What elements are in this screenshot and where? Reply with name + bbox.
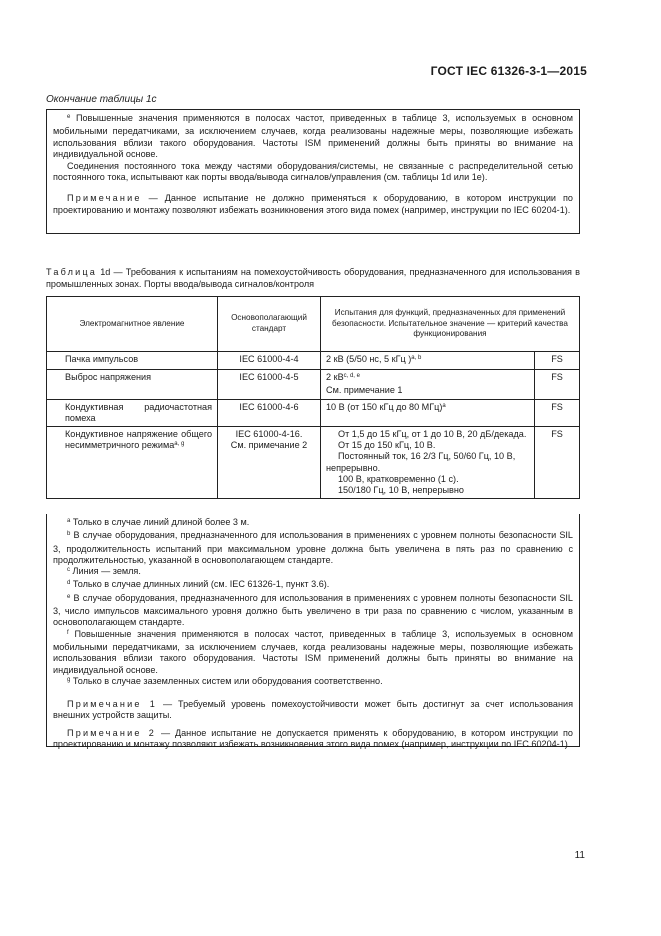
footnote-mark: b [67, 531, 71, 538]
footnote-mark: e [67, 593, 71, 600]
value-line: 2 кВ (5/50 нс, 5 кГц ) [326, 354, 412, 364]
footnote-mark: f [67, 629, 69, 636]
row-value [321, 427, 535, 499]
table-header-row [47, 297, 580, 352]
footnote-text: Линия — земля. [72, 566, 141, 577]
row-value [321, 370, 535, 399]
footnote-text: Повышенные значения применяются в полосах частот, приведенных в таблице 3, используемых в основном мобильными передатчиками, за исключением случаев, когда реализованы надежные меры, позволяющие избежать использования вблизи такого оборудования. Частоты ISM применений должны быть приняты во внимание на индивидуальной основе. [53, 628, 573, 675]
table-continuation-label: Окончание таблицы 1с [46, 94, 157, 105]
standard-note: См. примечание 2 [230, 440, 308, 451]
row-standard: IEC 61000-4-6 [218, 399, 321, 426]
table-row [47, 352, 580, 370]
table-1d-caption [46, 266, 580, 290]
header-test: Испытания для функций, предназначенных для применений безопасности. Испытательное значение — критерий качества функционирования [321, 297, 580, 352]
row-phenomenon [47, 427, 218, 499]
table-row [47, 370, 580, 399]
value-sup: a, b [411, 355, 422, 361]
footnote-f [53, 629, 573, 676]
row-phenomenon: Пачка импульсов [47, 352, 218, 370]
footnote-g [53, 676, 573, 689]
note-label: Примечание 2 [67, 727, 157, 738]
row-phenomenon: Выброс напряжения [47, 370, 218, 399]
footnote-b [53, 530, 573, 566]
header-phenomenon: Электромагнитное явление [47, 297, 218, 352]
value-extra: См. примечание 1 [326, 385, 403, 396]
footnote-text: Только в случае линий длиной более 3 м. [72, 517, 250, 527]
footnote-text: Только в случае заземленных систем или оборудования соответственно. [72, 675, 383, 686]
row-value [321, 399, 535, 426]
note-text: — Данное испытание не допускается применять к оборудованию, в котором инструкции по проектированию и монтажу позволяют избежать возникновения этого вида помех (например, инструкции по IEC 60204-1). [53, 727, 573, 750]
row-criterion: FS [535, 399, 580, 426]
footnote-e [53, 113, 573, 161]
table-row [47, 427, 580, 499]
row-standard: IEC 61000-4-5 [218, 370, 321, 399]
footnote-mark: d [67, 580, 71, 587]
footnote-c [53, 566, 573, 579]
standard-text: IEC 61000-4-16. [235, 429, 303, 440]
table-1d [46, 296, 580, 499]
table-1c-note [53, 193, 573, 216]
value-line: 2 кВ [326, 372, 344, 383]
row-criterion: FS [535, 352, 580, 370]
footnote-text: В случае оборудования, предназначенного для использования в применениях с уровнем полноты безопасности SIL 3, продолжительность испытаний при максимальном уровне должна быть увеличена в пять раз по сравнению с продолжительностью, указанной в основополагающем стандарте. [53, 530, 573, 565]
row-criterion: FS [535, 370, 580, 399]
footnote-text: В случае оборудования, предназначенного для использования в применениях с уровнем полноты безопасности SIL 3, число импульсов максимального уровня должно быть увеличено в три раза по сравнению с числом, указанным в основополагающем стандарте. [53, 592, 573, 628]
value-line: От 15 до 150 кГц, 10 В. [338, 440, 436, 451]
footnote-mark: g [67, 676, 71, 683]
table-row [47, 399, 580, 426]
table-label: Таблица [46, 267, 98, 277]
table-note-1 [53, 699, 573, 722]
note-label: Примечание 1 [67, 699, 158, 710]
footnote-a [53, 517, 573, 530]
row-criterion: FS [535, 427, 580, 499]
document-id: ГОСТ IEC 61326-3-1—2015 [430, 64, 587, 78]
row-standard: IEC 61000-4-4 [218, 352, 321, 370]
table-number: 1d [100, 267, 111, 277]
table-title: — Требования к испытаниям на помехоустойчивость оборудования, предназначенного для использования в промышленных зонах. Порты ввода/вывода сигналов/контроля [46, 267, 580, 289]
table-1d-footnotes-box [46, 514, 580, 750]
footnote-text: Только в случае длинных линий (см. IEC 61326-1, пункт 3.6). [72, 579, 330, 590]
footnote-text: Повышенные значения применяются в полосах частот, приведенных в таблице 3, используемых в основном мобильными передатчиками, за исключением случаев, когда реализованы надежные меры, позволяющие избежать использования вблизи такого оборудования. Частоты ISM применений должны быть приняты во внимание на индивидуальной основе. [53, 113, 573, 160]
value-line: Постоянный ток, 16 2/3 Гц, 50/60 Гц, 10 В, непрерывно. [326, 451, 516, 473]
phenomenon-sup: a, g [174, 441, 185, 448]
value-line: 150/180 Гц, 10 В, непрерывно [338, 485, 464, 496]
footnote-mark: a [67, 518, 71, 524]
table-1c-footnotes-box [46, 109, 580, 234]
note-text: — Данное испытание не должно применяться к оборудованию, в котором инструкции по проектированию и монтажу позволяют избежать возникновения этого вида помех (например, инструкции по IEC 60204-1). [53, 193, 573, 215]
value-sup: a [442, 402, 446, 409]
value-line: 100 В, кратковременно (1 с). [338, 473, 459, 484]
row-phenomenon: Кондуктивная радиочастотная помеха [47, 399, 218, 426]
dc-connections-text: Соединения постоянного тока между частями оборудования/системы, не связанные с распределительной сетью постоянного тока, испытывают как порты ввода/вывода сигналов/управления (см. таблицы 1d или 1e). [53, 160, 573, 183]
row-value [321, 352, 535, 370]
phenomenon-text: Кондуктивное напряжение общего несимметричного режима [65, 429, 212, 451]
note-label: Примечание [67, 193, 142, 204]
value-line: От 1,5 до 15 кГц, от 1 до 10 В, 20 дБ/декада. [338, 429, 527, 440]
value-line: 10 В (от 150 кГц до 80 МГц) [326, 401, 443, 412]
value-sup: c, d, e [343, 373, 360, 380]
table-note-2 [53, 728, 573, 751]
footnote-mark: e [67, 114, 71, 120]
header-standard: Основополагающий стандарт [218, 297, 321, 352]
row-standard [218, 427, 321, 499]
page-number: 11 [574, 850, 585, 861]
footnote-e [53, 593, 573, 629]
note-text: — Требуемый уровень помехоустойчивости может быть достигнут за счет использования внешних устройств защиты. [53, 699, 573, 721]
footnote-mark: c [67, 567, 70, 574]
footnote-d [53, 579, 573, 592]
